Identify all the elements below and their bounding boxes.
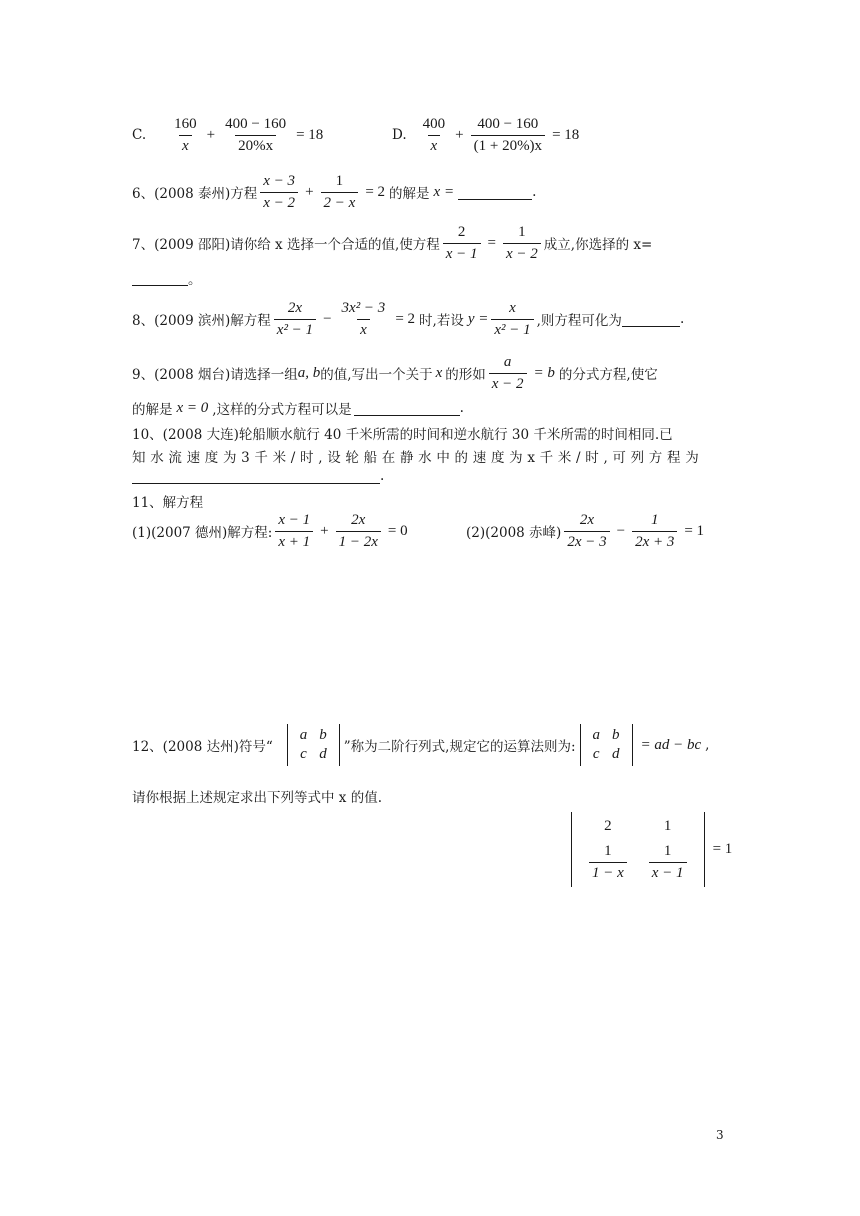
period: . — [459, 400, 464, 416]
minus-sign: − — [323, 310, 332, 327]
equation-rhs: = 0 — [387, 522, 408, 539]
question-6-text: 的解是 — [389, 186, 430, 202]
question-8-prefix: 8、(2009 滨州)解方程 — [132, 313, 271, 329]
period: . — [380, 468, 385, 484]
option-d-label: D. — [392, 127, 407, 143]
plus-sign: + — [320, 522, 329, 539]
equation-rhs: = 1 — [684, 522, 705, 539]
fraction: $\frac{x - 1}{x + 1}$ — [275, 512, 313, 550]
minus-sign: − — [616, 522, 626, 539]
answer-blank[interactable] — [132, 271, 188, 286]
option-c — [132, 116, 327, 154]
answer-blank[interactable] — [354, 401, 460, 416]
rule-rhs: = ad − bc — [640, 736, 702, 753]
part-1-label: (1)(2007 德州)解方程: — [132, 525, 273, 541]
fraction: $\frac{2x}{1 - 2x}$ — [336, 512, 381, 550]
determinant-matrix — [571, 812, 705, 887]
equation-rhs: = 18 — [552, 126, 580, 143]
substitution-variable: y = — [467, 310, 489, 327]
equation-rhs: = 2 — [365, 183, 386, 200]
fraction: $\frac{a}{x - 2}$ — [489, 354, 527, 392]
question-12-line-2: 请你根据上述规定求出下列等式中 x 的值. — [132, 790, 382, 806]
equation-rhs: = 1 — [712, 841, 733, 857]
plus-sign: + — [455, 126, 464, 143]
period: 。 — [188, 272, 202, 288]
question-7 — [132, 224, 652, 262]
determinant-rule: a b c d — [580, 724, 633, 766]
determinant-symbol: a b c d — [287, 724, 340, 766]
plus-sign: + — [206, 126, 216, 143]
question-9-text: 的值,写出一个关于 — [320, 367, 433, 383]
answer-blank[interactable] — [132, 469, 380, 484]
question-9-text: 的形如 — [445, 367, 486, 383]
variable-x: x — [435, 364, 443, 381]
equation-rhs: = 2 — [395, 310, 416, 327]
determinant-equation — [567, 812, 736, 887]
matrix-cell-12: 1 — [663, 818, 672, 834]
solution-equation: x = 0 — [176, 399, 209, 416]
fraction: $\frac{400}{x}$ — [422, 116, 446, 154]
matrix-cell-22: $\frac{1}{x - 1}$ — [638, 839, 698, 885]
question-12-text: ”称为二阶行列式,规定它的运算法则为: — [343, 739, 576, 755]
fraction: $\frac{1}{2x + 3}$ — [632, 512, 677, 550]
answer-variable: x = — [433, 183, 455, 200]
fraction: $\frac{x - 3}{x - 2}$ — [260, 173, 298, 211]
part-2-label: (2)(2008 赤峰) — [466, 525, 562, 541]
question-11-part-2 — [466, 512, 708, 550]
question-8 — [132, 300, 684, 338]
fraction: $\frac{400 - 160}{(1 + 20\%)x}$ — [471, 116, 545, 154]
question-7-answer-line — [132, 268, 202, 288]
question-9-prefix: 9、(2008 烟台)请选择一组 — [132, 367, 298, 383]
question-10-answer-line — [132, 468, 384, 484]
question-12 — [132, 724, 709, 766]
question-7-prefix: 7、(2009 邵阳)请你给 x 选择一个合适的值,使方程 — [132, 237, 440, 253]
question-10-line-2: 知 水 流 速 度 为 3 千 米 / 时 , 设 轮 船 在 静 水 中 的 速 度 为 x 千 米 / 时 , 可 列 方 程 为 — [132, 450, 699, 466]
comma: , — [705, 737, 710, 753]
matrix-cell-21: $\frac{1}{1 - x}$ — [578, 839, 638, 885]
question-12-prefix: 12、(2008 达州)符号“ — [132, 739, 273, 755]
period: . — [679, 311, 685, 327]
plus-sign: + — [305, 183, 314, 200]
question-6 — [132, 173, 536, 211]
fraction: $\frac{160}{x}$ — [174, 116, 197, 154]
fraction: $\frac{2x}{2x - 3}$ — [564, 512, 609, 550]
fraction: $\frac{2}{x - 1}$ — [443, 224, 481, 262]
fraction: $\frac{x}{\text{x² − 1}}$ — [491, 300, 533, 338]
variables-ab: a, b — [297, 364, 321, 381]
answer-blank[interactable] — [622, 312, 680, 327]
fraction: $\frac{1}{2 - x}$ — [321, 173, 359, 211]
fraction: $\frac{2x}{\text{x² − 1}}$ — [274, 300, 316, 338]
question-11-title: 11、解方程 — [132, 495, 204, 511]
question-8-suffix: ,则方程可化为 — [536, 313, 622, 329]
equation-rhs: = b — [533, 364, 555, 381]
answer-blank[interactable] — [458, 185, 532, 200]
question-6-prefix: 6、(2008 泰州)方程 — [132, 186, 258, 202]
question-8-text: 时,若设 — [419, 313, 464, 329]
question-7-suffix: 成立,你选择的 x= — [543, 237, 653, 253]
fraction: $\frac{\text{3x² − 3}}{x}$ — [341, 300, 386, 338]
question-9 — [132, 354, 658, 392]
question-9-text: ,这样的分式方程可以是 — [212, 402, 352, 418]
option-d — [392, 116, 583, 154]
question-9-line-2 — [132, 398, 464, 418]
option-c-label: C. — [132, 127, 147, 143]
question-10-line-1: 10、(2008 大连)轮船顺水航行 40 千米所需的时间和逆水航行 30 千米所需的时间相同.已 — [132, 427, 673, 443]
equation-rhs: = 18 — [296, 126, 324, 143]
question-9-suffix: 的分式方程,使它 — [558, 367, 658, 383]
matrix-cell-11: 2 — [604, 818, 612, 834]
fraction: $\frac{1}{x - 2}$ — [503, 224, 541, 262]
fraction: $\frac{400 - 160}{20\%x}$ — [225, 116, 287, 154]
equals-sign: = — [487, 234, 497, 251]
question-11-part-1 — [132, 512, 412, 550]
period: . — [532, 184, 537, 200]
page-number: 3 — [716, 1128, 724, 1142]
question-9-text: 的解是 — [132, 402, 173, 418]
